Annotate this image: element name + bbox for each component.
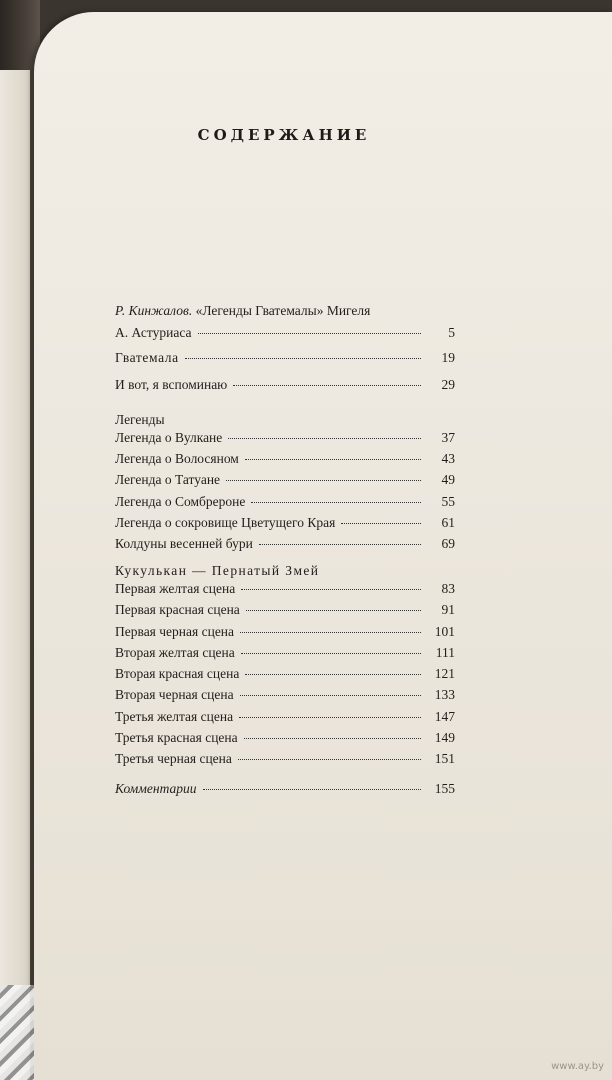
page-number: 19 [441,350,455,365]
book-page-edge [0,70,30,1080]
dot-leader [228,437,421,439]
page-number: 147 [434,708,455,724]
dot-leader [240,631,421,633]
dot-leader [245,458,421,460]
entry-title: Третья красная сцена [115,730,238,746]
dot-leader [241,652,421,654]
page-number: 101 [434,623,455,639]
dot-leader [246,609,421,611]
dot-leader [251,501,421,503]
entry-title: Третья черная сцена [115,751,232,767]
entry-title: Легенда о сокровище Цветущего Края [115,515,336,531]
page-number: 5 [448,325,455,340]
page-number: 69 [441,536,455,552]
toc-entry [115,709,455,730]
toc-entry [115,751,455,772]
dot-leader [341,522,421,524]
dot-leader [238,758,421,760]
bookmark-ribbon [0,985,34,1080]
entry-title: Легенда о Татуане [115,472,221,488]
dot-leader [198,332,422,334]
dot-leader [226,479,421,481]
intro-line-1 [115,300,455,322]
dot-leader [241,588,421,590]
toc-entry [115,472,455,493]
toc-entry [115,666,455,687]
toc-entry [115,430,455,451]
toc-entry [115,602,455,623]
toc-entry [115,581,455,602]
entry-title: Комментарии [115,780,197,796]
toc-entry-comments [115,781,455,802]
entry-title: И вот, я вспоминаю [115,377,228,393]
dot-leader [233,384,421,386]
toc-entry [115,515,455,536]
toc-entry [115,687,455,708]
page-number: 149 [434,730,455,746]
page-number: 43 [441,451,455,467]
page-number: 55 [441,493,455,509]
entry-title: Легенда о Волосяном [115,451,239,467]
page-number: 61 [441,515,455,531]
section-heading-kukulkan: Кукулькан — Пернатый Змей [115,562,320,578]
toc-entry [115,494,455,515]
page-number: 83 [441,580,455,596]
entry-title: Вторая желтая сцена [115,644,235,660]
table-of-contents [115,300,455,802]
entry-title: Третья желтая сцена [115,708,234,724]
dot-leader [240,694,421,696]
entry-title: Гватемала [115,350,179,365]
page-number: 121 [434,666,455,682]
toc-entry [115,624,455,645]
entry-title: Первая желтая сцена [115,580,236,596]
watermark: www.ay.by [551,1061,604,1072]
dot-leader [244,737,421,739]
intro-author: Р. Кинжалов. [115,303,193,318]
page-title: СОДЕРЖАНИЕ [197,126,371,144]
entry-title: Легенда о Вулкане [115,429,223,445]
entry-title: Первая черная сцена [115,623,235,639]
dot-leader [185,357,421,359]
intro-title: «Легенды Гватемалы» Мигеля [192,303,371,318]
toc-intro-entry [115,300,455,344]
entry-title: Вторая черная сцена [115,687,234,703]
toc-entry [115,645,455,666]
page-number: 133 [434,687,455,703]
dot-leader [259,543,421,545]
dot-leader [239,716,421,718]
page-number: 37 [441,429,455,445]
page-number: 29 [441,377,455,393]
entry-title: Вторая красная сцена [115,666,240,682]
page-number: 91 [441,602,455,618]
toc-entry [115,350,455,371]
toc-entry [115,536,455,557]
dot-leader [245,673,421,675]
entry-title: Первая красная сцена [115,602,240,618]
page-number: 111 [435,644,455,660]
intro-subject: А. Астуриаса [115,325,192,340]
entry-title: Колдуны весенней бури [115,536,253,552]
dot-leader [203,788,421,790]
toc-entry [115,730,455,751]
toc-entry [115,377,455,398]
page-number: 49 [441,472,455,488]
toc-entry [115,451,455,472]
page-number: 151 [434,751,455,767]
page-number: 155 [434,780,455,796]
intro-line-2 [115,322,455,344]
entry-title: Легенда о Сомбрероне [115,493,246,509]
section-heading-legends: Легенды [115,411,165,427]
